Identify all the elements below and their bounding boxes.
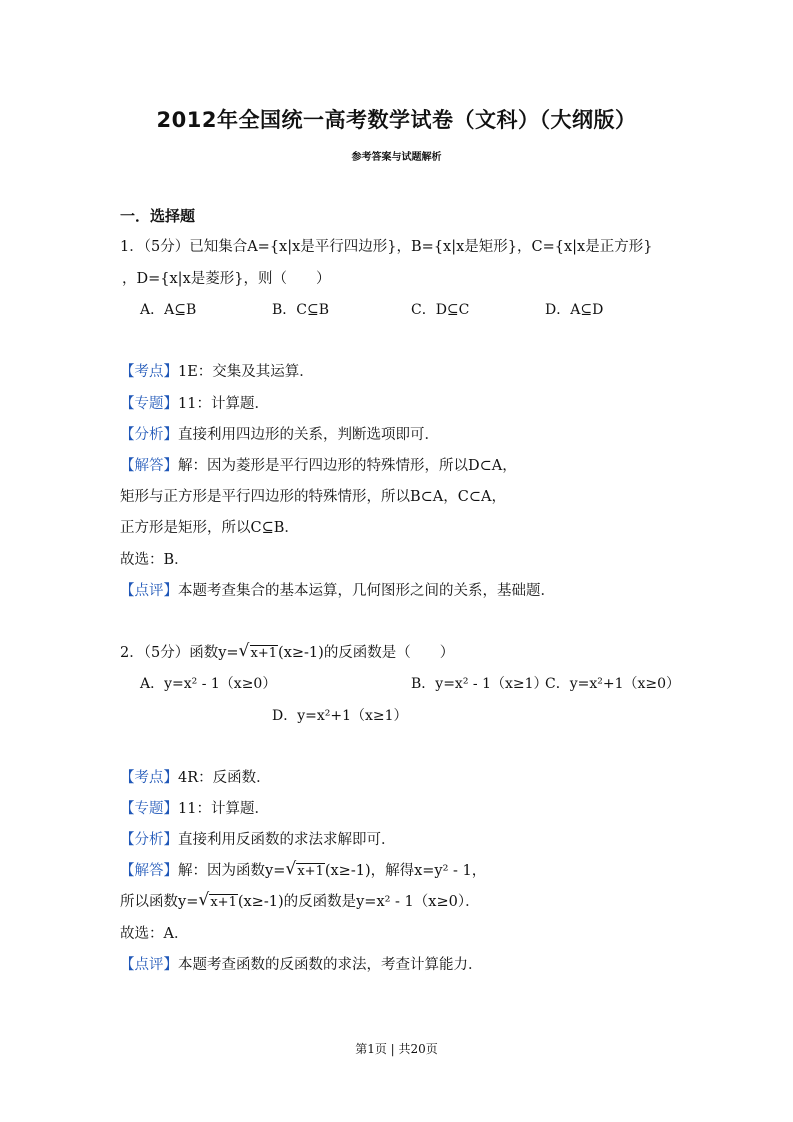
- q1-dianping-text: 本题考查集合的基本运算，几何图形之间的关系，基础题．: [178, 583, 555, 599]
- q2-stem-post: 的反函数是（ ）: [323, 645, 455, 661]
- q1-fenxi-tag: 【分析】: [120, 427, 178, 443]
- q2-zhuanti: [120, 799, 269, 819]
- q2-jieda: [120, 861, 486, 881]
- sqrt-icon: [240, 643, 279, 663]
- q1-zhuanti: [120, 394, 269, 414]
- q2-option-d: D．y=x²+1（x≥1）: [272, 708, 408, 724]
- q2-jieda-line2: [120, 892, 480, 912]
- q1-jieda-line2: 矩形与正方形是平行四边形的特殊情形，所以B⊂A，C⊂A，: [120, 489, 506, 505]
- q1-jieda-text1: 解：因为菱形是平行四边形的特殊情形，所以D⊂A，: [178, 458, 517, 474]
- q2-stem-pre: 2．（5分）函数: [120, 645, 219, 661]
- q1-kaodian: [120, 362, 314, 382]
- q1-kaodian-text: 1E：交集及其运算．: [178, 364, 314, 380]
- q1-jieda: [120, 456, 517, 476]
- q2-line2-fn-cond: (x≥-1): [237, 894, 284, 910]
- q2-option-c: C．y=x²+1（x≥0）: [545, 676, 681, 692]
- q1-option-c: C．D⊆C: [411, 302, 470, 318]
- sqrt-icon: [286, 861, 325, 881]
- q1-option-d: D．A⊆D: [545, 302, 604, 318]
- q1-dianping: [120, 581, 555, 601]
- q1-jieda-line3: 正方形是矩形，所以C⊆B．: [120, 520, 299, 536]
- q2-zhuanti-tag: 【专题】: [120, 801, 178, 817]
- q2-zhuanti-text: 11：计算题．: [178, 801, 269, 817]
- q2-kaodian: [120, 768, 271, 788]
- q2-line2-radicand: x+1: [210, 895, 237, 910]
- q2-jieda-radicand: x+1: [297, 864, 324, 879]
- q1-zhuanti-text: 11：计算题．: [178, 396, 269, 412]
- section-heading: 一．选择题: [120, 207, 196, 225]
- page-footer: 第1页 | 共20页: [355, 1042, 438, 1056]
- q2-fenxi-text: 直接利用反函数的求法求解即可．: [178, 832, 396, 848]
- q2-dianping-tag: 【点评】: [120, 957, 178, 973]
- q2-line2-fn-y: y=: [178, 894, 199, 910]
- q2-option-a: A．y=x² - 1（x≥0）: [140, 676, 277, 692]
- q2-stem: [120, 643, 454, 663]
- q1-jieda-tag: 【解答】: [120, 458, 178, 474]
- q2-fn-cond: (x≥-1): [278, 645, 324, 661]
- q2-line2-post: 的反函数是y=x² - 1（x≥0）．: [283, 894, 480, 910]
- document-subtitle: 参考答案与试题解析: [351, 152, 442, 163]
- q2-jieda-fn-y: y=: [265, 863, 286, 879]
- sqrt-icon: [199, 892, 238, 912]
- q1-kaodian-tag: 【考点】: [120, 364, 178, 380]
- q1-zhuanti-tag: 【专题】: [120, 396, 178, 412]
- q1-fenxi-text: 直接利用四边形的关系，判断选项即可．: [178, 427, 439, 443]
- q1-fenxi: [120, 425, 439, 445]
- q1-answer: 故选：B．: [120, 552, 189, 568]
- q2-fenxi-tag: 【分析】: [120, 832, 178, 848]
- q1-dianping-tag: 【点评】: [120, 583, 178, 599]
- q2-dianping: [120, 955, 483, 975]
- q2-line2-pre: 所以函数: [120, 894, 178, 910]
- q2-option-b: B．y=x² - 1（x≥1）: [411, 676, 548, 692]
- q2-jieda-pre: 解：因为函数: [178, 863, 265, 879]
- q2-fn-radicand: x+1: [250, 646, 278, 661]
- q1-stem-line1: 1．（5分）已知集合A={x|x是平行四边形}，B={x|x是矩形}，C={x|x是正方形}: [120, 239, 653, 255]
- q2-kaodian-text: 4R：反函数．: [178, 770, 271, 786]
- q2-jieda-mid: ，解得x=y² - 1，: [370, 863, 487, 879]
- q2-dianping-text: 本题考查函数的反函数的求法，考查计算能力．: [178, 957, 483, 973]
- q2-answer: 故选：A．: [120, 926, 189, 942]
- q2-fn-y: y=: [218, 645, 239, 661]
- q2-kaodian-tag: 【考点】: [120, 770, 178, 786]
- q2-jieda-fn-cond: (x≥-1): [324, 863, 371, 879]
- q1-option-a: A．A⊆B: [140, 302, 197, 318]
- q1-option-b: B．C⊆B: [272, 302, 330, 318]
- q1-stem-line2: ，D={x|x是菱形}，则（ ）: [122, 271, 331, 287]
- q2-fenxi: [120, 830, 396, 850]
- document-title: 2012年全国统一高考数学试卷（文科）（大纲版）: [156, 108, 637, 132]
- q2-jieda-tag: 【解答】: [120, 863, 178, 879]
